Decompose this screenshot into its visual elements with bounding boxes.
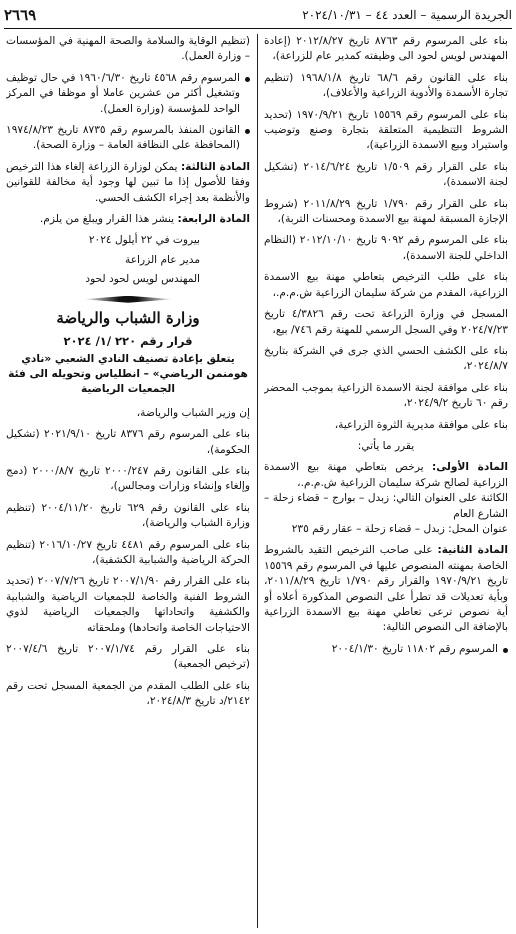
article-4-title: المادة الرابعة: [177, 213, 250, 226]
article-3-text: يمكن لوزارة الزراعة إلغاء هذا الترخيص وفقا للأصول إذا ما تبين لها وجود أية مخالفة للقوانين والأنظمة بعد إجراء الكشف الحسي. [6, 160, 250, 204]
recital: بناء على القرار رقم ١/٥٠٩ تاريخ ٢٠١٤/٦/٢٤ (تشكيل لجنة الاسمدة)، [264, 160, 508, 189]
page-header [4, 4, 512, 26]
recital: بناء على موافقة مديرية الثروة الزراعية، [334, 418, 508, 431]
recital: بناء على القرار رقم ٢٠٠٧/١/٧٤ تاريخ ٢٠٠٧/٤/٦ (ترخيص الجمعية) [6, 643, 250, 671]
article-2-text: على صاحب الترخيص التقيد بالشروط الخاصة بمهنته المنصوص عليها في المرسوم رقم ١٥٥٦٩ تاريخ ١٩٧٠/٩/٢١ والقرار رقم ١/٧٩٠ تاريخ ٢٠١١/٨/٢٩، وبأية تعديلات قد تطرأ على النصوص المذكورة أعلاه أو أية نصوص ترعى تعاطي مهنة بيع الاسمدة الزراعية بالإضافة الى النصوص التالية: [264, 544, 508, 634]
article-2 [264, 543, 508, 635]
recital: بناء على الطلب المقدم من الجمعية المسجل تحت رقم ٢١٤٢/د تاريخ ٢٠٢٤/٨/٣، [6, 679, 250, 708]
article-1-text: يرخص بتعاطي مهنة بيع الاسمدة الزراعية لصالح شركة سليمان الزراعية ش.م.م.، [264, 461, 508, 489]
recital: بناء على القرار رقم ٢٠٠٧/١/٩٠ تاريخ ٢٠٠٧/٧/٢٦ (تحديد الشروط الفنية والخاصة للجمعيات الرياضية والشبابية والكشفية واتحاداتها والجمعيات الرياضية لذوي الاحتياجات الخاصة واتحادها) وملحقاته [6, 575, 250, 634]
article-4 [6, 212, 250, 227]
page-number: ٢٦٦٩ [4, 6, 37, 24]
recital: بناء على القرار رقم ١/٧٩٠ تاريخ ٢٠١١/٨/٢٩ (شروط الإجازة المسبقة لمهنة بيع الاسمدة ومحسنات التربة)، [264, 197, 508, 226]
article-3 [6, 160, 250, 206]
recital: بناء على الكشف الحسي الذي جرى في الشركة بتاريخ ٢٠٢٤/٨/٧، [264, 344, 508, 373]
recital: بناء على المرسوم رقم ٨٧٦٣ تاريخ ٢٠١٢/٨/٢٧ (إعادة المهندس لويس لحود الى وظيفته كمدير عام للزراعة)، [264, 35, 508, 63]
left-column [6, 34, 250, 928]
recital: بناء على القانون رقم ٢٠٠٠/٢٤٧ تاريخ ٢٠٠٠/٨/٧ (دمج وإلغاء وإنشاء وزارات ومجالس)، [6, 464, 250, 493]
bullet-continuation: (تنظيم الوقاية والسلامة والصحة المهنية في المؤسسات – وزارة العمل). [6, 35, 250, 63]
recital: بناء على المرسوم رقم ٨٣٧٦ تاريخ ٢٠٢١/٩/١٠ (تشكيل الحكومة)، [6, 428, 250, 456]
column-divider [257, 34, 258, 928]
signature-place-date: بيروت في ٢٢ أيلول ٢٠٢٤ [88, 234, 200, 247]
article-1-address: الكائنة على العنوان التالي: زبدل – بوارج – قضاء زحلة – الشارع العام [264, 492, 508, 520]
recital: بناء على المرسوم رقم ١٥٥٦٩ تاريخ ١٩٧٠/٩/٢١ (تحديد الشروط التنظيمية المتعلقة بتجارة وصنع وتوضيب واستيراد وبيع الاسمدة الزراعية)، [264, 108, 508, 152]
recital: بناء على المرسوم رقم ٩٠٩٢ تاريخ ٢٠١٢/١٠/١٠ (النظام الداخلي للجنة الاسمدة)، [264, 234, 508, 262]
bullet-item: المرسوم رقم ١١٨٠٢ تاريخ ٢٠٠٤/١/٣٠ [264, 642, 508, 657]
ministry-heading: وزارة الشباب والرياضة [56, 308, 200, 327]
article-2-title: المادة الثانية: [437, 544, 508, 557]
minister-intro: إن وزير الشباب والرياضة، [136, 406, 250, 419]
right-column [264, 34, 508, 928]
decree-subject: يتعلق بإعادة تصنيف النادي الشعبي «نادي هومنمن الرياضي» – انطلياس وتحويله الى فئة الجمعيات الرياضية [8, 352, 248, 396]
signature-name: المهندس لويس لحود لحود [85, 273, 200, 286]
running-title: الجريدة الرسمية – العدد ٤٤ – ٢٠٢٤/١٠/٣١ [302, 8, 512, 22]
recital: بناء على موافقة لجنة الاسمدة الزراعية بموجب المحضر رقم ٦٠ تاريخ ٢٠٢٤/٩/٢، [264, 381, 508, 410]
recital: بناء على طلب الترخيص بتعاطي مهنة بيع الاسمدة الزراعية، المقدم من شركة سليمان الزراعية ش.م.م.، [264, 271, 508, 299]
bullet-item: المرسوم رقم ٤٥٦٨ تاريخ ١٩٦٠/٦/٣٠ في حال توظيف وتشغيل أكثر من عشرين عاملا أو موظفا في المركز الواحد للمؤسسة (وزارة العمل). [6, 71, 250, 117]
article-1-title: المادة الأولى: [431, 461, 508, 474]
decides-line: يقرر ما يأتي: [357, 439, 415, 452]
section-ornament [83, 296, 173, 303]
decree-number: قرار رقم ٢٢٠ /١/ ٢٠٢٤ [63, 334, 193, 349]
recital: المسجل في وزارة الزراعة تحت رقم ٤/٣٨٢٦ تاريخ ٢٠٢٤/٧/٢٣ وفي السجل الرسمي للمهنة رقم ٧٤٦/ بيع، [264, 308, 508, 336]
recital: بناء على القانون رقم ٦٢٩ تاريخ ٢٠٠٤/١١/٢٠ (تنظيم وزارة الشباب والرياضة)، [6, 501, 250, 530]
article-3-title: المادة الثالثة: [180, 160, 250, 173]
bullet-item: القانون المنفذ بالمرسوم رقم ٨٧٣٥ تاريخ ١٩٧٤/٨/٢٣ (المحافظة على النظافة العامة – وزارة الصحة). [6, 123, 250, 154]
recital: بناء على المرسوم رقم ٤٤٨١ تاريخ ٢٠١٦/١٠/٢٧ (تنظيم الحركة الرياضية والشبابية الكشفية)، [6, 538, 250, 566]
article-1 [264, 460, 508, 537]
article-1-location: عنوان المحل: زبدل – قضاء زحلة – عقار رقم ٢٣٥ [291, 522, 508, 535]
article-4-text: ينشر هذا القرار ويبلغ من يلزم. [39, 213, 178, 226]
header-rule [4, 28, 512, 29]
recital: بناء على القانون رقم ٦٨/٦ تاريخ ١٩٦٨/١/٨ (تنظيم تجارة الأسمدة والأدوية الزراعية والأعلاف)، [264, 71, 508, 100]
signature-role: مدير عام الزراعة [125, 253, 200, 266]
